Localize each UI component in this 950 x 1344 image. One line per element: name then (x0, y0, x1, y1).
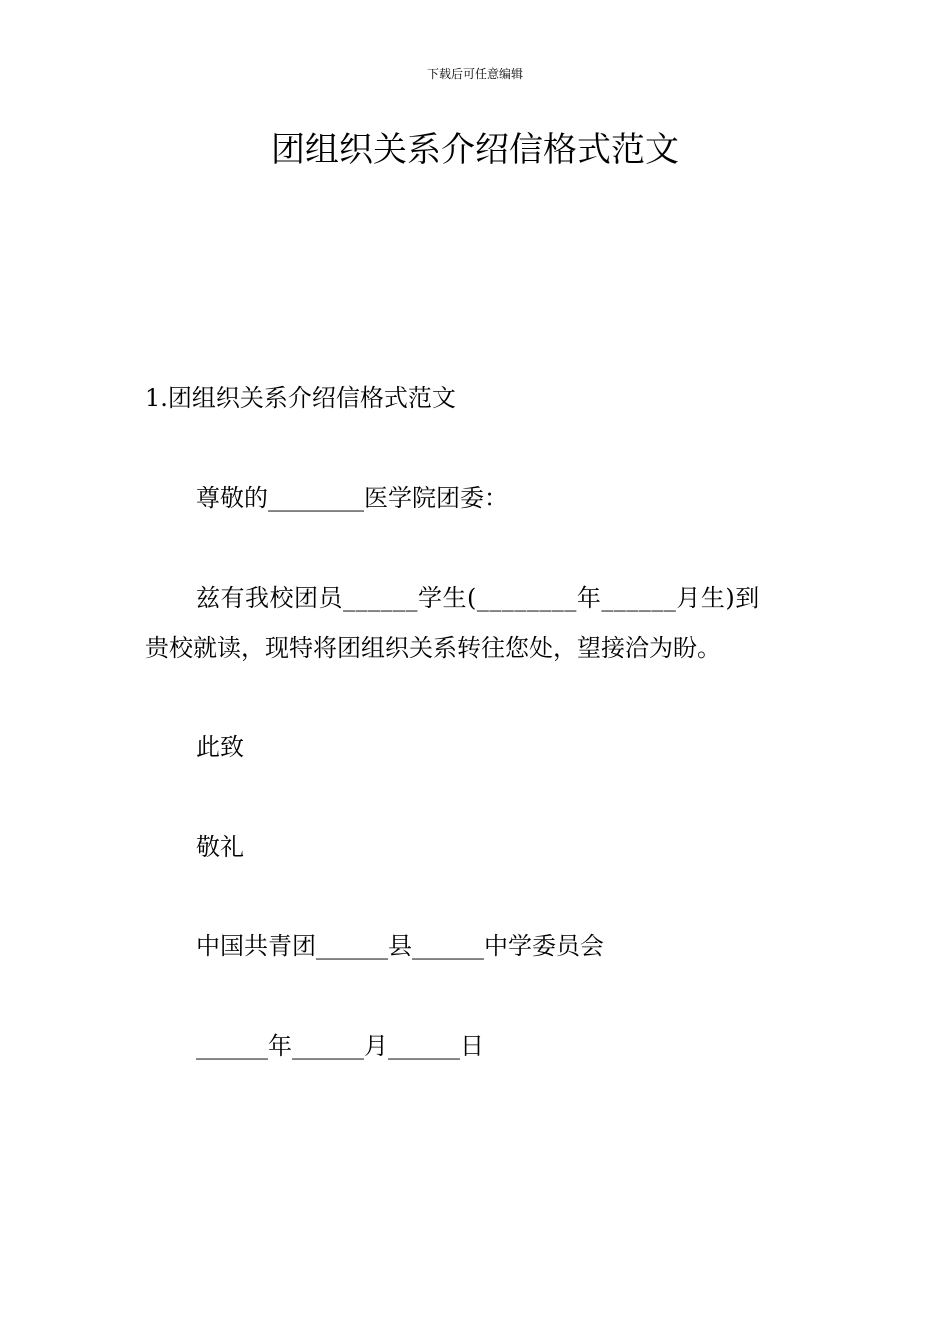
document-title: 团组织关系介绍信格式范文 (271, 130, 679, 170)
body-line-2: 贵校就读，现特将团组织关系转往您处，望接洽为盼。 (145, 634, 721, 662)
salutation: 尊敬的________医学院团委： (196, 484, 508, 512)
header-note: 下载后可任意编辑 (426, 67, 523, 81)
signature-organization: 中国共青团______县______中学委员会 (196, 932, 604, 960)
closing-line-1: 此致 (196, 733, 244, 761)
signature-date: ______年______月______日 (196, 1032, 484, 1060)
closing-line-2: 敬礼 (196, 833, 244, 861)
body-line-1: 兹有我校团员______学生(________年______月生)到 (196, 584, 760, 612)
section-heading: 1.团组织关系介绍信格式范文 (145, 384, 456, 412)
